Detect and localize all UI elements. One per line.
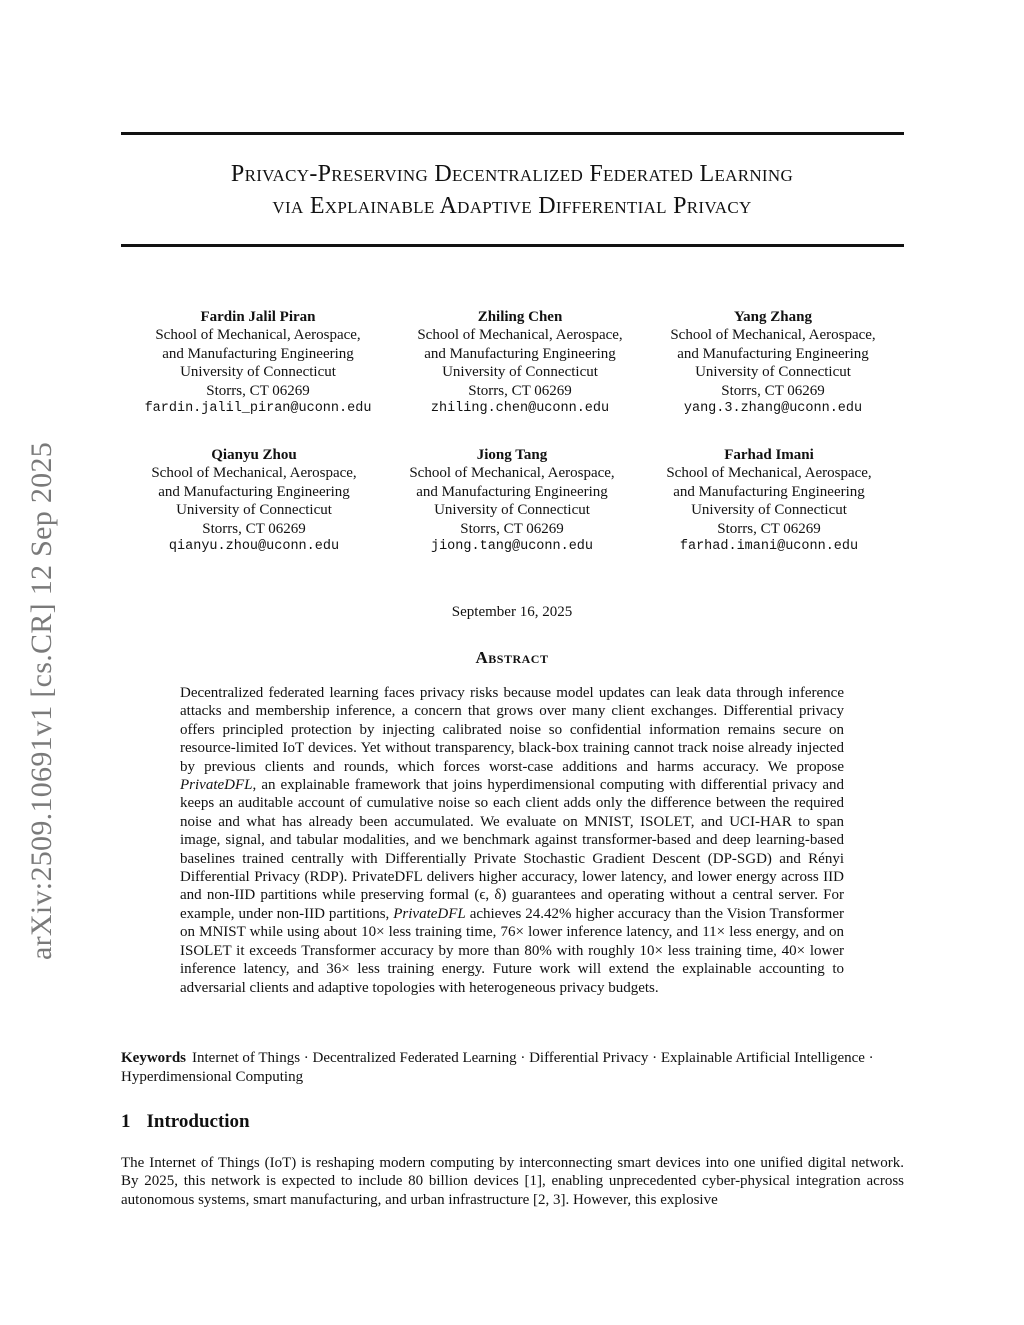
author-dept: and Manufacturing Engineering	[424, 345, 616, 362]
author-city: Storrs, CT 06269	[202, 520, 306, 537]
author-email[interactable]: qianyu.zhou@uconn.edu	[168, 539, 340, 555]
author-city: Storrs, CT 06269	[717, 520, 821, 537]
author-name: Qianyu Zhou	[211, 447, 297, 463]
abstract-heading: Abstract	[475, 648, 549, 667]
author-dept: School of Mechanical, Aerospace,	[155, 327, 361, 344]
author-university: University of Connecticut	[695, 364, 851, 381]
title-rule-top	[121, 132, 904, 135]
abstract-text	[180, 684, 844, 997]
author-city: Storrs, CT 06269	[206, 382, 310, 399]
author-dept: School of Mechanical, Aerospace,	[670, 327, 876, 344]
keywords-label: Keywords	[121, 1050, 186, 1066]
keywords-text: Internet of Things · Decentralized Federated Learning · Differential Privacy · Explainable Artificial Intelligence · Hyperdimensional Computing	[121, 1050, 874, 1085]
author-email[interactable]: yang.3.zhang@uconn.edu	[683, 401, 863, 417]
author-block	[643, 308, 903, 418]
author-city: Storrs, CT 06269	[468, 382, 572, 399]
author-dept: School of Mechanical, Aerospace,	[666, 465, 872, 482]
author-block	[639, 446, 899, 556]
author-university: University of Connecticut	[442, 364, 598, 381]
paper-title	[100, 158, 924, 222]
author-city: Storrs, CT 06269	[721, 382, 825, 399]
author-university: University of Connecticut	[691, 502, 847, 519]
author-name: Yang Zhang	[734, 309, 812, 325]
title-line-2: via Explainable Adaptive Differential Privacy	[272, 193, 752, 219]
author-city: Storrs, CT 06269	[460, 520, 564, 537]
author-dept: and Manufacturing Engineering	[416, 483, 608, 500]
section-number: 1	[121, 1111, 131, 1132]
keywords	[121, 1049, 904, 1087]
author-university: University of Connecticut	[176, 502, 332, 519]
author-dept: and Manufacturing Engineering	[673, 483, 865, 500]
author-university: University of Connecticut	[434, 502, 590, 519]
section-title: Introduction	[146, 1111, 250, 1132]
author-dept: and Manufacturing Engineering	[162, 345, 354, 362]
abstract-part: , an explainable framework that joins hyperdimensional computing with differential privacy and keeps an auditable account of cumulative noise so each client adds only the difference between the required noise and what has already been accumulated. We evaluate on MNIST, ISOLET, and UCI-HAR to span image, signal, and tabular modalities, and we benchmark against transformer-based and deep learning-based baselines trained centrally with Differentially Private Stochastic Gradient Descent (DP-SGD) and Rényi Differential Privacy (RDP). PrivateDFL delivers higher accuracy, lower latency, and lower energy across IID and non-IID partitions while preserving formal (ϵ, δ) guarantees and operating without a central server. For example, under non-IID partitions,	[180, 777, 844, 922]
paragraph: The Internet of Things (IoT) is reshaping modern computing by interconnecting smart devices into one unified digital network. By 2025, this network is expected to include 80 billion devices [1], enabling unprecedented cyber-physical integration across autonomous systems, smart manufacturing, and urban infrastructure [2, 3]. However, this explosive	[121, 1155, 904, 1208]
author-block	[382, 446, 642, 556]
author-name: Zhiling Chen	[477, 309, 563, 325]
framework-name: PrivateDFL	[393, 905, 466, 922]
author-dept: and Manufacturing Engineering	[677, 345, 869, 362]
author-name: Farhad Imani	[724, 447, 814, 463]
title-rule-bottom	[121, 244, 904, 247]
author-university: University of Connecticut	[180, 364, 336, 381]
section-heading-introduction	[121, 1111, 250, 1133]
author-dept: School of Mechanical, Aerospace,	[409, 465, 615, 482]
author-name: Fardin Jalil Piran	[200, 309, 316, 325]
author-dept: School of Mechanical, Aerospace,	[151, 465, 357, 482]
author-dept: and Manufacturing Engineering	[158, 483, 350, 500]
author-email[interactable]: fardin.jalil_piran@uconn.edu	[144, 401, 372, 417]
author-block	[390, 308, 650, 418]
author-email[interactable]: farhad.imani@uconn.edu	[679, 539, 859, 555]
publication-date: September 16, 2025	[451, 604, 573, 620]
author-block	[124, 446, 384, 556]
title-line-1: Privacy-Preserving Decentralized Federated Learning	[230, 161, 794, 187]
author-name: Jiong Tang	[476, 447, 548, 463]
author-email[interactable]: jiong.tang@uconn.edu	[430, 539, 594, 555]
abstract-part: Decentralized federated learning faces privacy risks because model updates can leak data through inference attacks and membership inference, a concern that grows over many client exchanges. Differential privacy offers principled protection by injecting calibrated noise so confidential information remains secure on resource-limited IoT devices. Yet without transparency, black-box training cannot track noise already injected by previous clients and rounds, which forces worst-case additions and harms accuracy. We propose	[180, 685, 844, 775]
abstract-part: achieves 24.42% higher accuracy than the Vision Transformer on MNIST while using about 10× less training time, 76× lower inference latency, and 11× less energy, and on ISOLET it exceeds Transformer accuracy by more than 80% with roughly 10× less training time, 40× lower inference latency, and 36× less training energy. Future work will extend the explainable accounting to adversarial clients and adaptive topologies with heterogeneous privacy budgets.	[180, 905, 844, 996]
author-block	[128, 308, 388, 418]
introduction-text	[121, 1154, 904, 1209]
author-dept: School of Mechanical, Aerospace,	[417, 327, 623, 344]
author-email[interactable]: zhiling.chen@uconn.edu	[430, 401, 610, 417]
framework-name: PrivateDFL	[180, 777, 253, 794]
arxiv-identifier: arXiv:2509.10691v1 [cs.CR] 12 Sep 2025	[25, 441, 58, 960]
